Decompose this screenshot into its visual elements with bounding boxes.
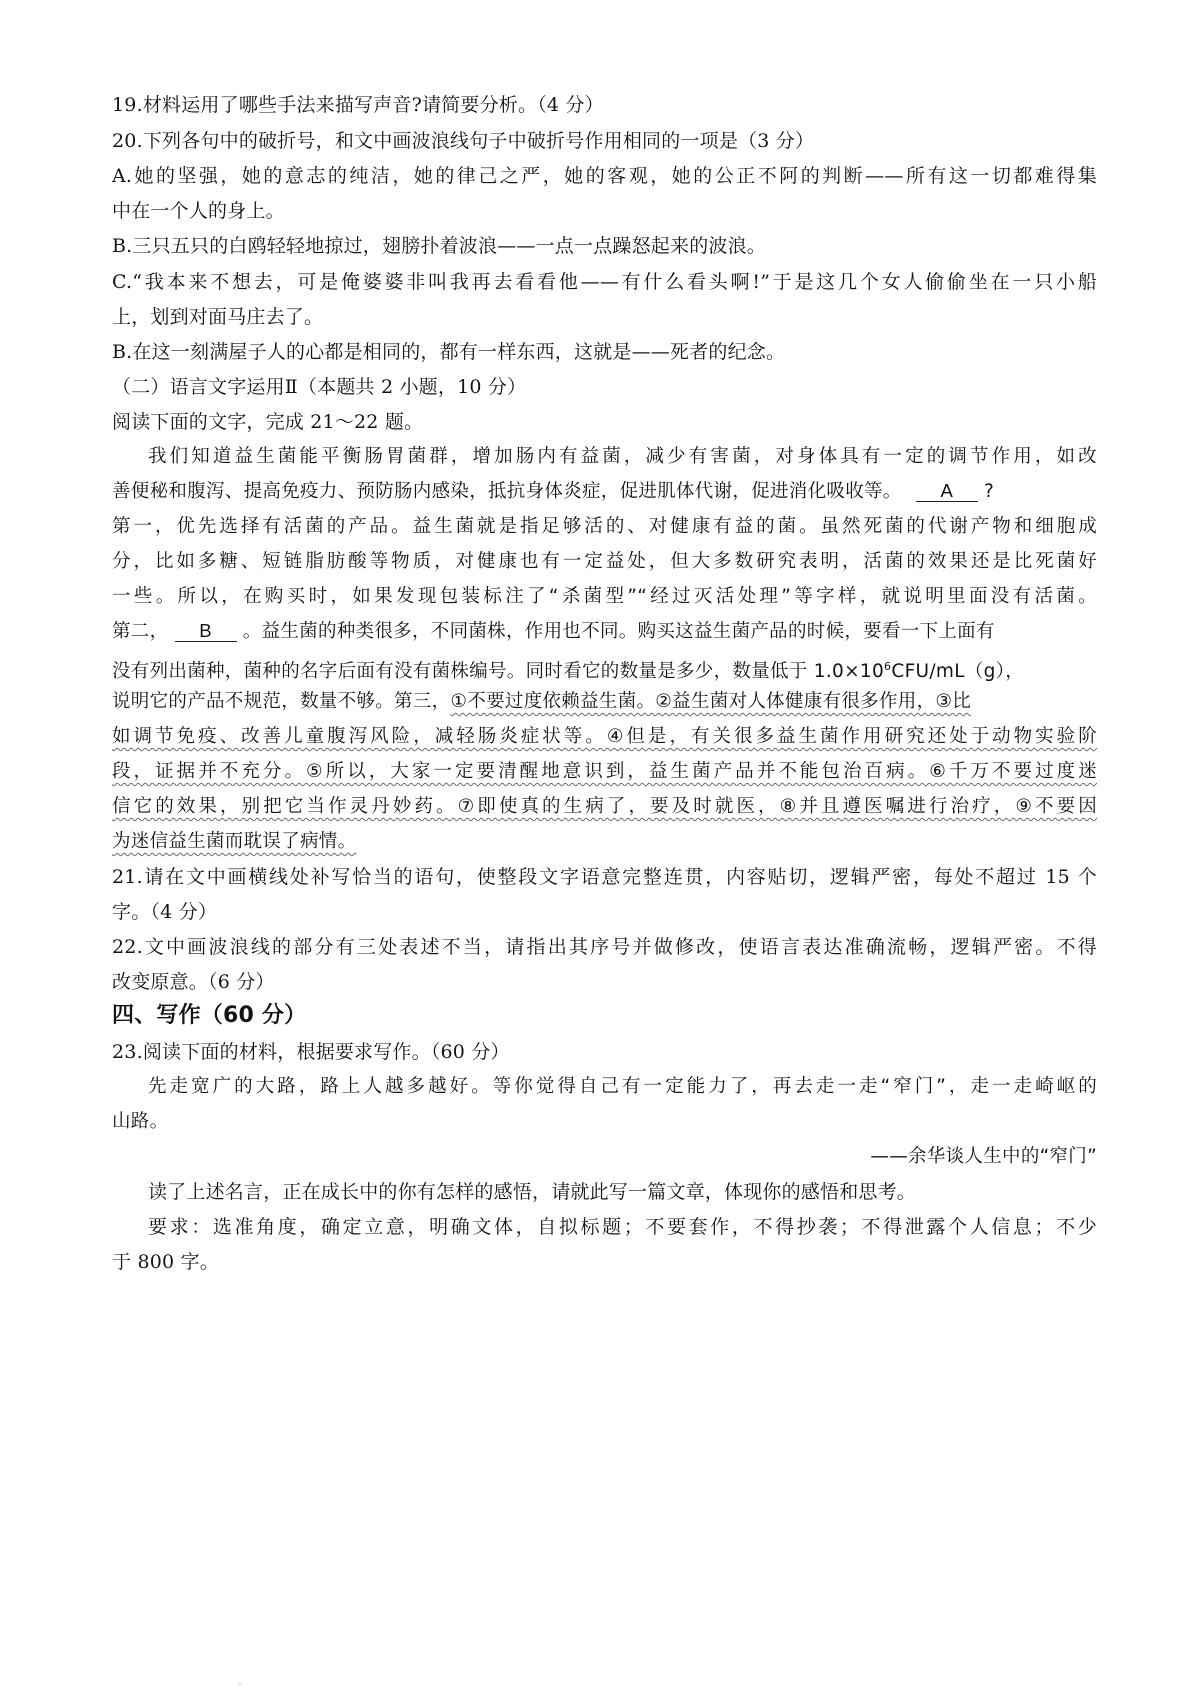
writing-prompt: 读了上述名言，正在成长中的你有怎样的感悟，请就此写一篇文章，体现你的感悟和思考。 — [148, 1181, 917, 1203]
passage-line-9-wavy: 如调节免疫、改善儿童腹泻风险，减轻肠炎症状等。④但是，有关很多益生菌作用研究还处于动物实验阶 — [112, 726, 1097, 747]
passage-line-3: 第一，优先选择有活菌的产品。益生菌就是指足够活的、对健康有益的菌。虽然死菌的代谢产物和细胞成 — [112, 516, 1097, 537]
quote-line-2: 山路。 — [112, 1111, 169, 1132]
passage-line-7-text: 没有列出菌种，菌种的名字后面有没有菌株编号。同时看它的数量是多少，数量低于 1.0×10 — [112, 661, 885, 683]
question-20-option-d: B.在这一刻满屋子人的心都是相同的，都有一样东西，这就是——死者的纪念。 — [112, 341, 786, 363]
passage-line-6 — [112, 620, 1097, 644]
passage-line-4: 分，比如多糖、短链脂肪酸等物质，对健康也有一定益处，但大多数研究表明，活菌的效果还是比死菌好 — [112, 551, 1097, 572]
blank-a: A — [916, 481, 978, 502]
passage-line-2 — [112, 480, 1097, 504]
footer-mark: 。 — [238, 1677, 246, 1686]
quote-attribution: ——余华谈人生中的“窄门” — [870, 1146, 1097, 1167]
question-21-cont: 字。（4 分） — [112, 901, 218, 923]
passage-line-7 — [112, 655, 1097, 684]
question-20-option-b: B.三只五只的白鸥轻轻地掠过，翅膀扑着波浪——一点一点躁怒起来的波浪。 — [112, 235, 767, 257]
passage-line-12-wavy: 为迷信益生菌而耽误了病情。 — [112, 831, 357, 852]
passage-line-7-unit: CFU/mL（g）， — [891, 661, 1025, 683]
writing-requirements: 要求：选准角度，确定立意，明确文体，自拟标题；不要套作，不得抄袭；不得泄露个人信息；不少 — [148, 1216, 1097, 1238]
passage-line-8-text: 说明它的产品不规范，数量不够。第三， — [112, 691, 451, 712]
question-20-option-a-cont: 中在一个人的身上。 — [112, 200, 285, 222]
passage-line-2-text: 善便秘和腹泻、提高免疫力、预防肠内感染，抵抗身体炎症，促进肌体代谢，促进消化吸收等。 — [112, 481, 902, 502]
passage-line-2-mark: ? — [983, 481, 995, 502]
passage-line-11-wavy: 信它的效果，别把它当作灵丹妙药。⑦即使真的生病了，要及时就医，⑧并且遵医嘱进行治疗，⑨不要因 — [112, 796, 1097, 817]
question-21: 21.请在文中画横线处补写恰当的语句，使整段文字语意完整连贯，内容贴切，逻辑严密，每处不超过 15 个 — [112, 866, 1097, 888]
section-2-instruction: 阅读下面的文字，完成 21～22 题。 — [112, 411, 424, 433]
section-2-heading: （二）语言文字运用Ⅱ（本题共 2 小题，10 分） — [112, 376, 527, 398]
passage-line-6-text: 。益生菌的种类很多，不同菌株，作用也不同。购买这益生菌产品的时候，要看一下上面有 — [242, 621, 995, 642]
passage-line-6-lead: 第二， — [112, 621, 169, 642]
section-4-heading: 四、写作（60 分） — [112, 1003, 307, 1028]
blank-b: B — [175, 621, 237, 642]
question-20-option-c-cont: 上，划到对面马庄去了。 — [112, 306, 324, 328]
question-20-option-a: A.她的坚强，她的意志的纯洁，她的律己之严，她的客观，她的公正不阿的判断——所有这一切都难得集 — [112, 165, 1097, 187]
quote-line-1: 先走宽广的大路，路上人越多越好。等你觉得自己有一定能力了，再去走一走“窄门”，走一走崎岖的 — [148, 1076, 1097, 1097]
passage-line-5: 一些。所以，在购买时，如果发现包装标注了“杀菌型”“经过灭活处理”等字样，就说明里面没有活菌。 — [112, 586, 1097, 607]
question-22: 22.文中画波浪线的部分有三处表述不当，请指出其序号并做修改，使语言表达准确流畅，逻辑严密。不得 — [112, 936, 1097, 958]
question-20-option-c: C.“我本来不想去，可是俺婆婆非叫我再去看看他——有什么看头啊!”于是这几个女人偷偷坐在一只小船 — [112, 271, 1097, 293]
passage-line-1: 我们知道益生菌能平衡肠胃菌群，增加肠内有益菌，减少有害菌，对身体具有一定的调节作用，如改 — [148, 446, 1097, 467]
question-22-cont: 改变原意。（6 分） — [112, 971, 275, 993]
question-20-stem: 20.下列各句中的破折号，和文中画波浪线句子中破折号作用相同的一项是（3 分） — [112, 130, 815, 152]
question-19: 19.材料运用了哪些手法来描写声音?请简要分析。（4 分） — [112, 94, 604, 116]
passage-line-8 — [112, 690, 1097, 714]
wavy-underlined-text: ①不要过度依赖益生菌。②益生菌对人体健康有很多作用，③比 — [450, 691, 972, 712]
passage-line-12 — [112, 830, 1097, 854]
writing-requirements-cont: 于 800 字。 — [112, 1251, 219, 1273]
exponent: 6 — [884, 660, 892, 673]
passage-line-10-wavy: 段，证据并不充分。⑤所以，大家一定要清醒地意识到，益生菌产品并不能包治百病。⑥千万不要过度迷 — [112, 761, 1097, 782]
question-23-stem: 23.阅读下面的材料，根据要求写作。（60 分） — [112, 1041, 510, 1063]
